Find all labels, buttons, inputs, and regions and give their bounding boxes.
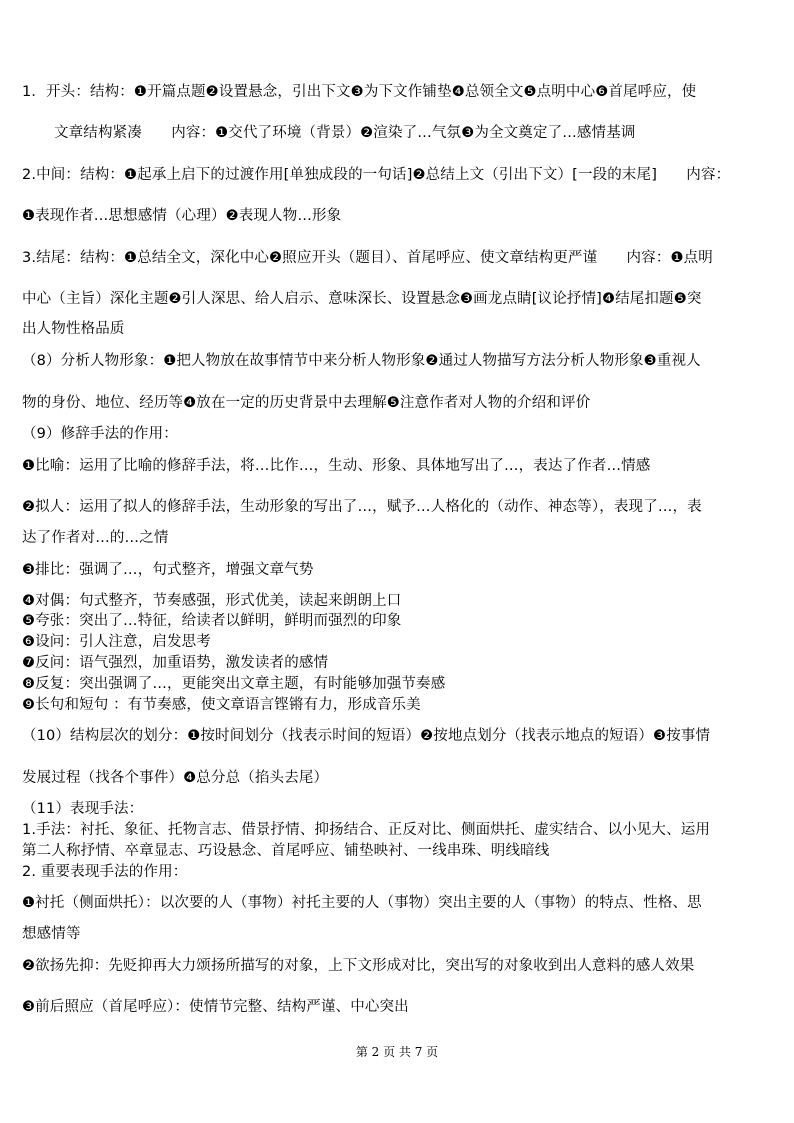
line-metaphor: ❶比喻：运用了比喻的修辞手法，将…比作…，生动、形象、具体地写出了…，表达了作者…情感	[22, 458, 651, 474]
line-ending-content: 中心（主旨）深化主题❷引人深思、给人启示、意味深长、设置悬念❸画龙点睛[议论抒情]❹结尾扣题❺突	[22, 291, 702, 307]
line-personification: ❷拟人：运用了拟人的修辞手法，生动形象的写出了…，赋予…人格化的（动作、神态等），表现了…，表	[22, 499, 702, 515]
heading-technique-effects: 2. 重要表现手法的作用：	[22, 864, 188, 880]
line-character-analysis-cont: 物的身份、地位、经历等❹放在一定的历史背景中去理解❺注意作者对人物的介绍和评价	[22, 395, 591, 411]
line-middle-structure: 2.中间：结构：❶起承上启下的过渡作用[单独成段的一句话]❷总结上文（引出下文）[一段的末尾] 内容：	[22, 167, 731, 183]
line-structure-division: （10）结构层次的划分：❶按时间划分（找表示时间的短语）❷按地点划分（找表示地点的短语）❸按事情	[22, 728, 711, 744]
line-hyperbole: ❺夸张：突出了…特征，给读者以鲜明，鲜明而强烈的印象	[22, 613, 402, 629]
line-contrast-foil-cont: 想感情等	[22, 926, 81, 942]
line-techniques-list: 1.手法：衬托、象征、托物言志、借景抒情、抑扬结合、正反对比、侧面烘托、虚实结合、以小见大、运用	[22, 822, 711, 838]
line-middle-content: ❶表现作者…思想感情（心理）❷表现人物…形象	[22, 208, 342, 224]
line-techniques-list-cont: 第二人称抒情、卒章显志、巧设悬念、首尾呼应、铺垫映衬、一线串珠、明线暗线	[22, 843, 550, 859]
line-long-short-sentences: ❾长句和短句 ：有节奏感，使文章语言铿锵有力，形成音乐美	[22, 697, 421, 713]
line-personification-cont: 达了作者对…的…之情	[22, 530, 169, 546]
line-contrast-foil: ❶衬托（侧面烘托）：以次要的人（事物）衬托主要的人（事物）突出主要的人（事物）的特点、性格、思	[22, 895, 702, 911]
line-parallelism: ❸排比：强调了…，句式整齐，增强文章气势	[22, 562, 314, 578]
line-opening-content: 文章结构紧凑 内容：❶交代了环境（背景）❷渲染了…气氛❸为全文奠定了…感情基调	[54, 125, 636, 141]
line-character-analysis: （8）分析人物形象：❶把人物放在故事情节中来分析人物形象❷通过人物描写方法分析人物形象❸重视人	[22, 353, 701, 369]
line-antithesis: ❹对偶：句式整齐，节奏感强，形式优美，读起来朗朗上口	[22, 593, 402, 609]
line-ending-structure: 3.结尾：结构：❶总结全文，深化中心❷照应开头（题目）、首尾呼应、使文章结构更严谨 内容：❶点明	[22, 250, 713, 266]
page-number-footer: 第 2 页 共 7 页	[355, 1045, 439, 1059]
line-echo-front-back: ❸前后照应（首尾呼应）：使情节完整、结构严谨、中心突出	[22, 999, 409, 1015]
line-rhetorical-question: ❻设问：引人注意，启发思考	[22, 634, 211, 650]
line-repetition: ❽反复：突出强调了…，更能突出文章主题，有时能够加强节奏感	[22, 676, 446, 692]
line-praise-after-criticism: ❷欲扬先抑：先贬抑再大力颂扬所描写的对象，上下文形成对比，突出写的对象收到出人意料的感人效果	[22, 958, 695, 974]
heading-rhetoric: （9）修辞手法的作用：	[22, 426, 178, 442]
line-structure-division-cont: 发展过程（找各个事件）❹总分总（掐头去尾）	[22, 770, 329, 786]
line-ending-content-cont: 出人物性格品质	[22, 321, 125, 337]
heading-expression-techniques: （11）表现手法：	[22, 801, 144, 817]
line-opening-structure: 1．开头：结构：❶开篇点题❷设置悬念，引出下文❸为下文作铺垫❹总领全文❺点明中心❻首尾呼应，使	[22, 84, 697, 100]
line-counter-question: ❼反问：语气强烈，加重语势，激发读者的感情	[22, 655, 329, 671]
